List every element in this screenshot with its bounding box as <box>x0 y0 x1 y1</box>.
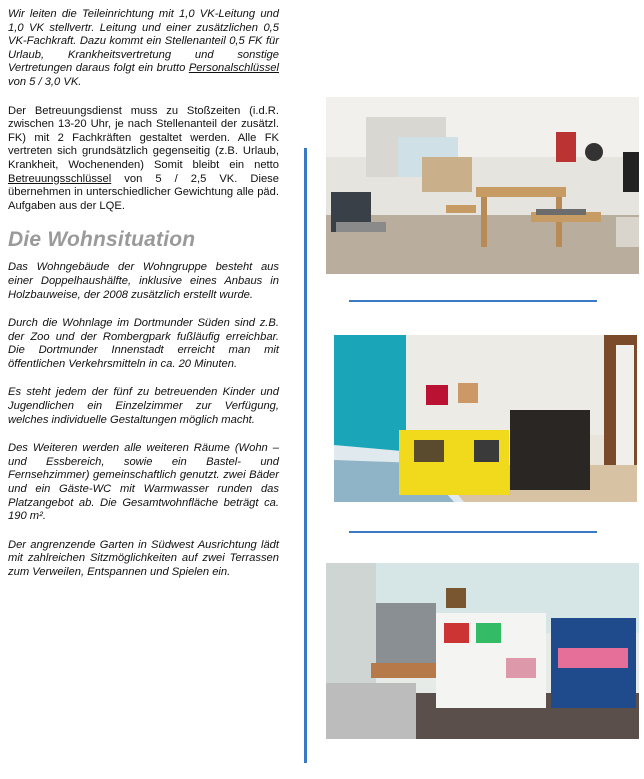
betreuungsschluessel-term: Betreuungsschlüssel <box>8 172 112 185</box>
staffing-paragraph <box>8 8 279 90</box>
section-heading: Die Wohnsituation <box>8 228 196 252</box>
staffing-text: Wir leiten die Teileinrichtung mit 1,0 VK-Leitung und 1,0 VK stellvertr. Leitung und einer zusätzlichen 0,5 VK-Fachkraft. Dazu kommt ein Stellenanteil 0,5 FK für Urlaub, Krankheitsvertretung und sonstige Vertretungen daraus folgt ein brutto <box>8 8 279 75</box>
rooms-paragraph: Es steht jedem der fünf zu betreuenden Kinder und Jugendlichen ein Einzelzimmer zur Verfügung, welches individuelle Gestaltungen möglich macht. <box>8 386 279 426</box>
vertical-rule <box>304 148 307 763</box>
care-service-paragraph <box>8 105 279 214</box>
living-dining-photo <box>326 97 639 274</box>
bedroom-photo <box>334 335 637 502</box>
staffing-text-end: von 5 / 3,0 VK. <box>8 75 82 88</box>
text-column <box>8 8 279 595</box>
personalschluessel-term: Personalschlüssel <box>188 62 279 75</box>
garden-paragraph: Der angrenzende Garten in Südwest Ausrichtung lädt mit zahlreichen Sitzmöglichkeiten auf zwei Terrassen zum Verweilen, Entspannen und Spielen ein. <box>8 538 279 578</box>
hobby-room-photo <box>326 563 639 739</box>
building-paragraph: Das Wohngebäude der Wohngruppe besteht aus einer Doppelhaushälfte, inklusive eines Anbaus in Holzbauweise, der 2008 zusätzlich erstellt wurde. <box>8 261 279 301</box>
horizontal-rule-1 <box>349 300 597 302</box>
location-paragraph: Durch die Wohnlage im Dortmunder Süden sind z.B. der Zoo und der Rombergpark fußläufig erreichbar. Die Dortmunder Innenstadt erreicht man mit öffentlichen Verkehrsmitteln in ca. 20 Minuten. <box>8 317 279 370</box>
shared-rooms-paragraph: Des Weiteren werden alle weiteren Räume (Wohn – und Essbereich, sowie ein Bastel- und Fernsehzimmer) gemeinschaftlich genutzt. zwei Bäder und ein Gäste-WC mit Warmwasser runden das Platzangebot ab. Die Gesamtwohnfläche beträgt ca. 190 m². <box>8 442 279 523</box>
horizontal-rule-2 <box>349 531 597 533</box>
care-service-text: Der Betreuungsdienst muss zu Stoßzeiten (i.d.R. zwischen 13-20 Uhr, je nach Stellenanteil der zusätzl. FK) mit 2 Fachkräften gestaltet werden. Alle FK vertreten sich grundsätzlich gegenseitig (z.B. Urlaub, Krankheit, Wochenenden) Somit bleibt ein netto <box>8 104 279 171</box>
care-service-text-end: von 5 / 2,5 VK. Diese übernehmen in unterschiedlicher Gewichtung alle päd. Aufgaben aus der LQE. <box>8 172 279 212</box>
